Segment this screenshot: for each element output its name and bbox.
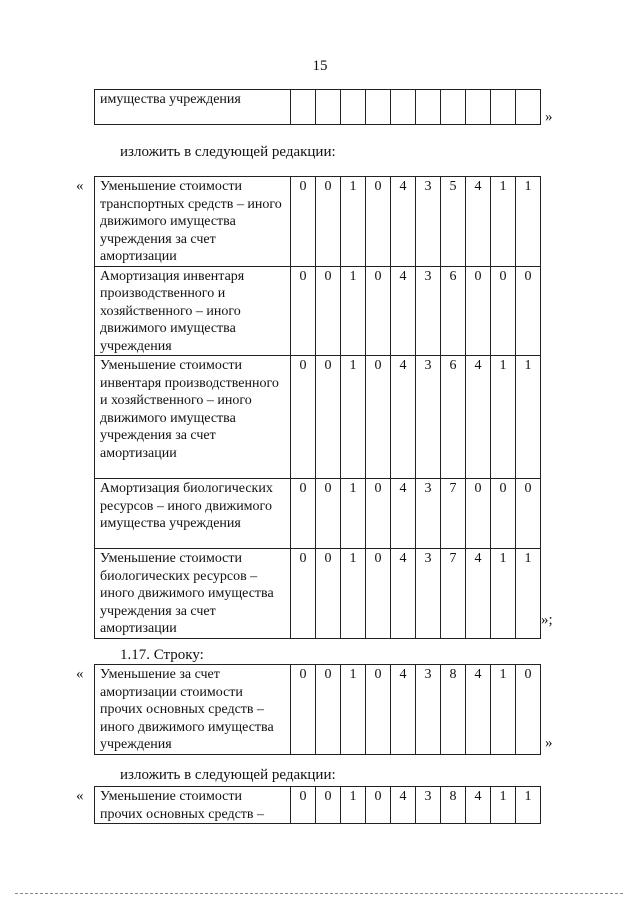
row-description: Амортизация инвентаря производственного и хозяйственного – иного движимого имущества учреждения: [95, 266, 291, 356]
code-cell: 4: [391, 479, 416, 549]
code-cell: 0: [516, 479, 541, 549]
code-cell: 0: [291, 549, 316, 639]
code-cell: 0: [491, 266, 516, 356]
code-cell: 0: [316, 266, 341, 356]
code-cell: 0: [366, 479, 391, 549]
code-cell: 3: [416, 787, 441, 824]
paragraph-text: изложить в следующей редакции:: [120, 767, 336, 783]
code-cell: 8: [441, 665, 466, 755]
code-cell: 1: [491, 177, 516, 267]
code-cell: 4: [391, 356, 416, 479]
code-cell: 1: [491, 356, 516, 479]
code-cell: 4: [466, 665, 491, 755]
code-cell: 6: [441, 356, 466, 479]
code-cell: 0: [316, 665, 341, 755]
code-cell: 4: [466, 787, 491, 824]
code-cell: [416, 90, 441, 125]
code-cell: 3: [416, 549, 441, 639]
code-cell: [516, 90, 541, 125]
table-row: [95, 90, 541, 125]
code-cell: 4: [466, 549, 491, 639]
code-cell: 0: [516, 665, 541, 755]
code-cell: 3: [416, 356, 441, 479]
code-cell: 0: [366, 177, 391, 267]
code-cell: 1: [341, 266, 366, 356]
code-cell: 0: [316, 479, 341, 549]
code-cell: 0: [316, 549, 341, 639]
code-cell: 3: [416, 665, 441, 755]
code-cell: [491, 90, 516, 125]
code-cell: 1: [491, 665, 516, 755]
paragraph-text: 1.17. Строку:: [120, 647, 204, 663]
code-cell: 1: [341, 549, 366, 639]
scan-bottom-edge: [15, 893, 623, 894]
code-cell: 0: [491, 479, 516, 549]
table-row: [95, 549, 541, 639]
table-row: [95, 479, 541, 549]
code-cell: 0: [316, 787, 341, 824]
code-cell: 1: [516, 787, 541, 824]
code-cell: 4: [391, 177, 416, 267]
code-cell: 0: [291, 266, 316, 356]
code-cell: 1: [341, 356, 366, 479]
row-description: Уменьшение стоимости биологических ресурсов – иного движимого имущества учреждения за счет амортизации: [95, 549, 291, 639]
row-description: Уменьшение стоимости транспортных средств – иного движимого имущества учреждения за счет амортизации: [95, 177, 291, 267]
code-cell: 1: [516, 177, 541, 267]
code-cell: 4: [391, 549, 416, 639]
code-cell: 7: [441, 479, 466, 549]
paragraph-text: изложить в следующей редакции:: [120, 144, 336, 160]
code-cell: 0: [366, 266, 391, 356]
code-cell: 0: [516, 266, 541, 356]
table-new-version: [94, 176, 541, 639]
code-cell: [466, 90, 491, 125]
row-description: имущества учреждения: [95, 90, 291, 125]
code-cell: [341, 90, 366, 125]
table-old-version: [94, 664, 541, 755]
code-cell: 7: [441, 549, 466, 639]
page-number: 15: [312, 58, 328, 74]
code-cell: 0: [366, 356, 391, 479]
closing-quote: »: [545, 109, 553, 125]
code-cell: 1: [341, 479, 366, 549]
code-cell: 0: [291, 665, 316, 755]
code-cell: 0: [466, 266, 491, 356]
closing-quote: »: [545, 735, 553, 751]
code-cell: 3: [416, 479, 441, 549]
code-cell: 0: [466, 479, 491, 549]
opening-quote: «: [76, 178, 84, 194]
opening-quote: «: [76, 788, 84, 804]
code-cell: 8: [441, 787, 466, 824]
code-cell: 1: [491, 787, 516, 824]
code-cell: [441, 90, 466, 125]
row-description: Амортизация биологических ресурсов – иного движимого имущества учреждения: [95, 479, 291, 549]
code-cell: 0: [316, 177, 341, 267]
code-cell: 4: [466, 356, 491, 479]
code-cell: 0: [366, 787, 391, 824]
code-cell: 4: [391, 665, 416, 755]
code-cell: 0: [366, 665, 391, 755]
code-cell: [391, 90, 416, 125]
opening-quote: «: [76, 666, 84, 682]
table-top-continuation: [94, 89, 541, 125]
code-cell: 5: [441, 177, 466, 267]
code-cell: 3: [416, 266, 441, 356]
table-new-version: [94, 786, 541, 824]
table-row: [95, 665, 541, 755]
code-cell: [366, 90, 391, 125]
code-cell: [316, 90, 341, 125]
table-row: [95, 787, 541, 824]
table-row: [95, 266, 541, 356]
closing-quote: »;: [541, 612, 553, 628]
code-cell: 0: [291, 356, 316, 479]
code-cell: 1: [341, 665, 366, 755]
row-description: Уменьшение стоимости прочих основных средств –: [95, 787, 291, 824]
code-cell: [291, 90, 316, 125]
table-row: [95, 177, 541, 267]
code-cell: 1: [341, 177, 366, 267]
code-cell: 0: [316, 356, 341, 479]
code-cell: 4: [391, 266, 416, 356]
row-description: Уменьшение за счет амортизации стоимости прочих основных средств – иного движимого имущества учреждения: [95, 665, 291, 755]
code-cell: 6: [441, 266, 466, 356]
code-cell: 0: [291, 177, 316, 267]
code-cell: 0: [291, 787, 316, 824]
code-cell: 3: [416, 177, 441, 267]
code-cell: 1: [491, 549, 516, 639]
code-cell: 0: [291, 479, 316, 549]
table-row: [95, 356, 541, 479]
code-cell: 1: [516, 549, 541, 639]
code-cell: 1: [341, 787, 366, 824]
code-cell: 4: [391, 787, 416, 824]
row-description: Уменьшение стоимости инвентаря производственного и хозяйственного – иного движимого имущества учреждения за счет амортизации: [95, 356, 291, 479]
code-cell: 0: [366, 549, 391, 639]
code-cell: 4: [466, 177, 491, 267]
code-cell: 1: [516, 356, 541, 479]
